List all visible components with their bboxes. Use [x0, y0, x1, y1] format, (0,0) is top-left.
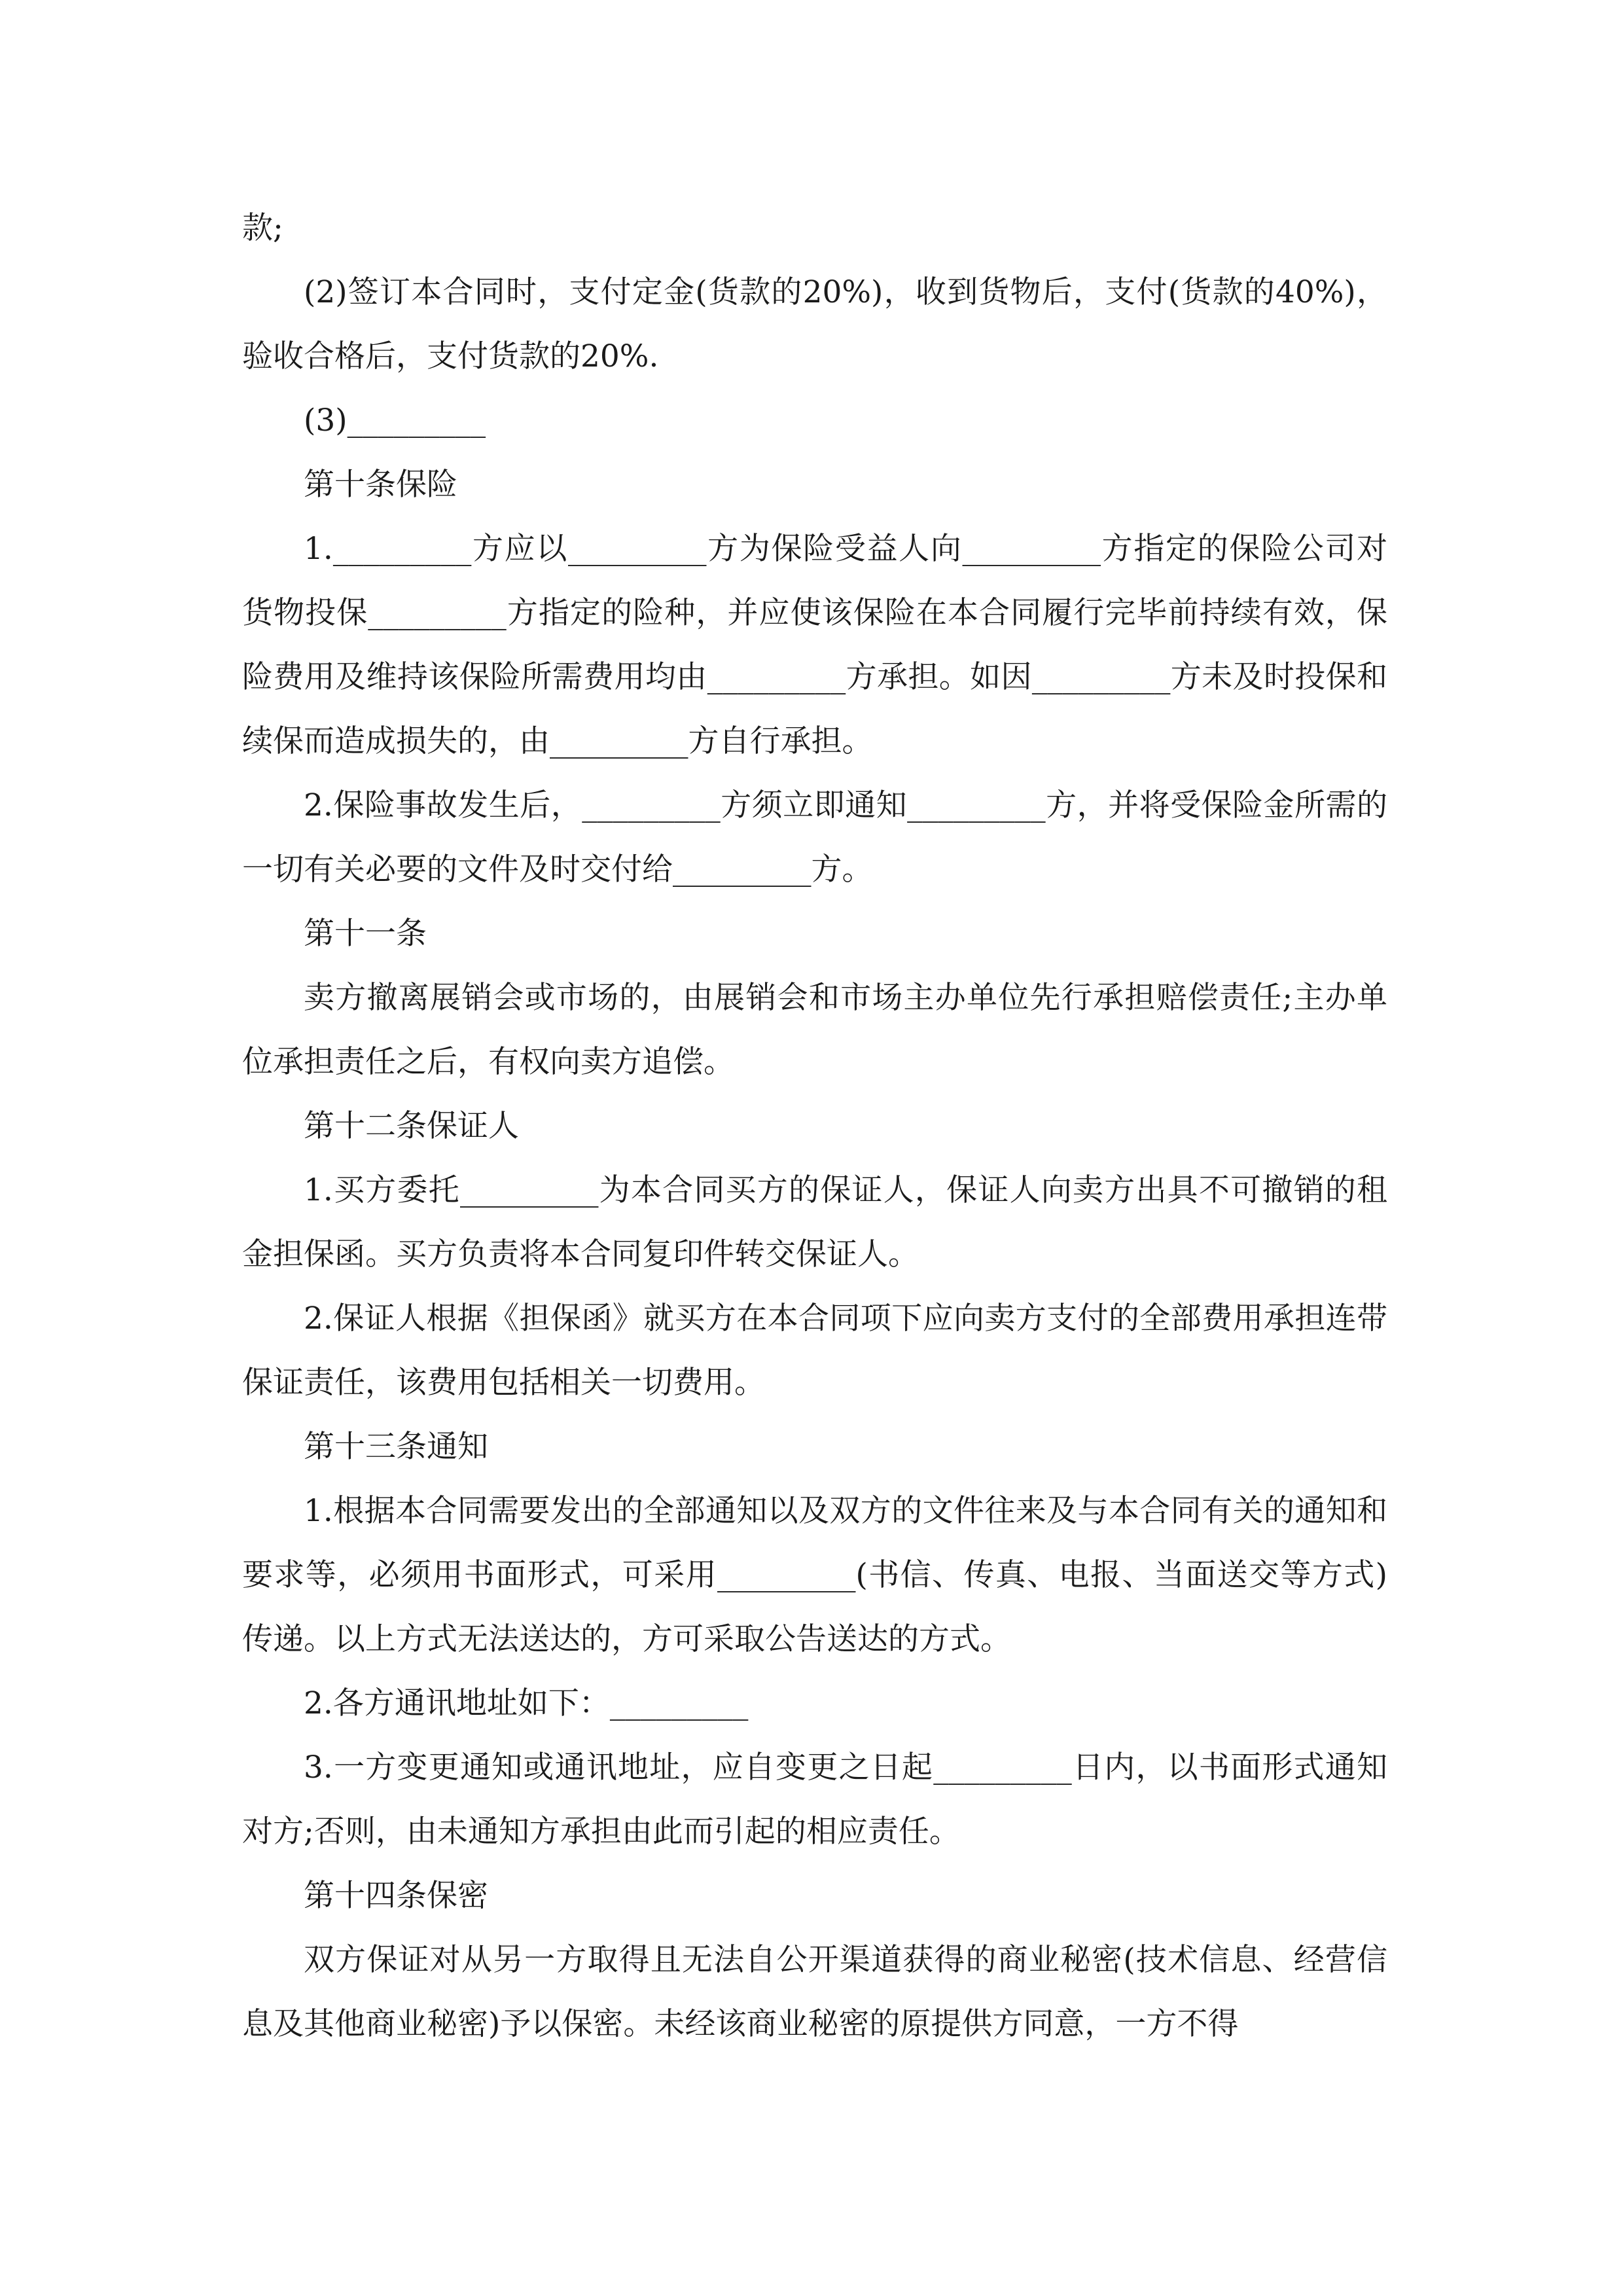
article-13-heading: 第十三条通知	[304, 1429, 488, 1465]
article-13-clause-2: 2.各方通讯地址如下：_________	[304, 1685, 749, 1721]
article-10-clause-1: 1._________方应以_________方为保险受益人向_________方指定的保险公司对货物投保_________方指定的险种，并应使该保险在本合同履行完毕前持续有效，保险费用及维持该保险所需费用均由_________方承担。如因_________方未及时投保和续保而造成损失的，由_________方自行承担。	[242, 531, 1387, 759]
article-12-heading: 第十二条保证人	[304, 1108, 519, 1144]
article-10-clause-2: 2.保险事故发生后，_________方须立即通知_________方，并将受保险金所需的一切有关必要的文件及时交付给_________方。	[242, 787, 1387, 888]
article-13-clause-3: 3.一方变更通知或通讯地址，应自变更之日起_________日内，以书面形式通知对方;否则，由未通知方承担由此而引起的相应责任。	[242, 1749, 1387, 1850]
article-11-body: 卖方撤离展销会或市场的，由展销会和市场主办单位先行承担赔偿责任;主办单位承担责任之后，有权向卖方追偿。	[242, 980, 1387, 1080]
article-11-heading: 第十一条	[304, 916, 427, 952]
article-12-clause-1: 1.买方委托_________为本合同买方的保证人，保证人向卖方出具不可撤销的租金担保函。买方负责将本合同复印件转交保证人。	[242, 1172, 1387, 1272]
article-14-heading: 第十四条保密	[304, 1878, 488, 1914]
article-13-clause-1: 1.根据本合同需要发出的全部通知以及双方的文件往来及与本合同有关的通知和要求等，必须用书面形式，可采用_________(书信、传真、电报、当面送交等方式)传递。以上方式无法送达的，方可采取公告送达的方式。	[242, 1493, 1387, 1657]
article-10-heading: 第十条保险	[304, 467, 457, 503]
paragraph-payment-option-2: (2)签订本合同时，支付定金(货款的20%)，收到货物后，支付(货款的40%)，验收合格后，支付货款的20%.	[242, 274, 1387, 374]
paragraph-payment-option-3: (3)_________	[304, 403, 486, 439]
paragraph-payment-continued: 款;	[242, 210, 283, 246]
article-12-clause-2: 2.保证人根据《担保函》就买方在本合同项下应向卖方支付的全部费用承担连带保证责任，该费用包括相关一切费用。	[242, 1300, 1387, 1401]
article-14-body: 双方保证对从另一方取得且无法自公开渠道获得的商业秘密(技术信息、经营信息及其他商业秘密)予以保密。未经该商业秘密的原提供方同意，一方不得	[242, 1942, 1387, 2042]
document-page	[242, 196, 1387, 2056]
